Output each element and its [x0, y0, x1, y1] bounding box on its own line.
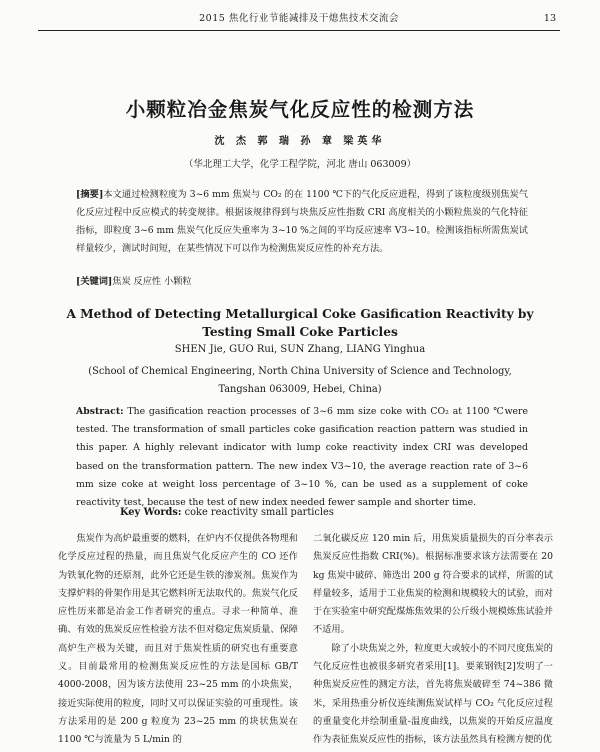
english-keywords-text: coke reactivity small particles: [184, 507, 334, 518]
chinese-keywords-text: 焦炭 反应性 小颗粒: [112, 276, 192, 287]
chinese-authors: 沈 杰 郭 瑞 孙 章 梁英华: [214, 136, 386, 147]
body-text-left-column: 焦炭作为高炉最重要的燃料，在炉内不仅提供各物理和化学反应过程的热量，而且焦炭气化反应产生的 CO 还作为铁氧化物的还原剂，此外它还是生铁的渗炭剂。焦炭作为支撑炉料的骨架作用是其它燃料所无法取代的。焦炭气化反应性历来都是冶金工作者研究的重点。寻求一种简单、准确、有效的焦炭反应性检验方法不但对稳定焦炭质量、保障高炉生产极为关键，而且对于焦炭性质的研究也有重要意义。目前最常用的检测焦炭反应性的方法是国标 GB/T 4000-2008，因为该方法使用 23~25 mm 的小块焦炭，接近实际使用的粒度，同时又可以保证实验的可重现性。该方法采用的是 200 g 粒度为 23~25 mm 的块状焦炭在 1100 ℃与流量为 5 L/min 的: [58, 533, 298, 746]
english-abstract: [76, 403, 528, 512]
english-keywords: [120, 507, 334, 518]
chinese-abstract: [76, 186, 528, 258]
english-authors: SHEN Jie, GUO Rui, SUN Zhang, LIANG Yinghua: [174, 344, 426, 355]
chinese-affiliation: （华北理工大学，化学工程学院，河北 唐山 063009）: [183, 159, 417, 170]
chinese-abstract-text: 本文通过检测粒度为 3~6 mm 焦炭与 CO₂ 的在 1100 ℃下的气化反应进程，得到了该粒度级别焦炭气化反应过程中反应模式的转变规律。根据该规律得到与块焦反应性指数 CRI 高度相关的小颗粒焦炭的气化特征指标，即粒度 3~6 mm 焦炭气化反应失重率为 3~10 %之间的平均反应速率 V3~10。检测该指标所需焦炭试样量较少，测试时间短，在某些情况下可以作为检测焦炭反应性的补充方法。: [76, 189, 528, 254]
journal-name: 2015 焦化行业节能减排及干熄焦技术交流会: [199, 13, 399, 24]
english-abstract-text: The gasification reaction processes of 3~6 mm size coke with CO₂ at 1100 ℃were tested. The transformation of small particles coke gasification reaction pattern was studied in this paper. A highly relevant indicator with lump coke reactivity index CRI was developed based on the transformation pattern. The new index V3~10, the average reaction rate of 3~6 mm size coke at weight loss percentage of 3~10 %, can be used as a supplement of coke reactivity test, because the test of new index needed fewer sample and shorter time.: [76, 406, 528, 509]
english-keywords-label: Key Words:: [120, 507, 182, 518]
chinese-keywords: [76, 273, 192, 287]
body-text-right-column: [313, 530, 553, 750]
chinese-abstract-label: [摘要]: [76, 189, 104, 200]
body-right-paragraph-2: 除了小块焦炭之外，粒度更大或较小的不同尺度焦炭的气化反应性也被很多研究者采用[1]。要莱钢铁[2]发明了一种焦炭反应性的测定方法，首先将焦炭破碎至 74~386 微米，采用热重分析仪连续测焦炭试样与 CO₂ 气化反应过程的重量变化并绘制重量-温度曲线，以焦炭的开始反应温度作为表征焦炭反应性的指标，该方法虽然具有检测方便的优: [313, 642, 553, 746]
page-header: [38, 8, 560, 31]
body-right-paragraph-1: 二氧化碳反应 120 min 后，用焦炭质量损失的百分率表示焦炭反应性指数 CRI(%)。根据标准要求该方法需要在 20 kg 焦炭中破碎、筛选出 200 g 符合要求的试样，所需的试样量较多，适用于工业焦炭的检测和规模较大的试验，而对于在实验室中研究配煤炼焦效果的公斤级小规模炼焦试验并不适用。: [313, 533, 553, 636]
english-abstract-label: Abstract:: [76, 406, 124, 417]
chinese-title: 小颗粒冶金焦炭气化反应性的检测方法: [125, 98, 475, 121]
page-number: 13: [543, 13, 556, 24]
chinese-keywords-label: [关键词]: [76, 276, 113, 287]
english-affiliation: (School of Chemical Engineering, North China University of Science and Technology, Tangshan 063009, Hebei, China): [88, 366, 512, 395]
english-title: A Method of Detecting Metallurgical Coke Gasification Reactivity by Testing Small Coke Particles: [66, 307, 534, 339]
